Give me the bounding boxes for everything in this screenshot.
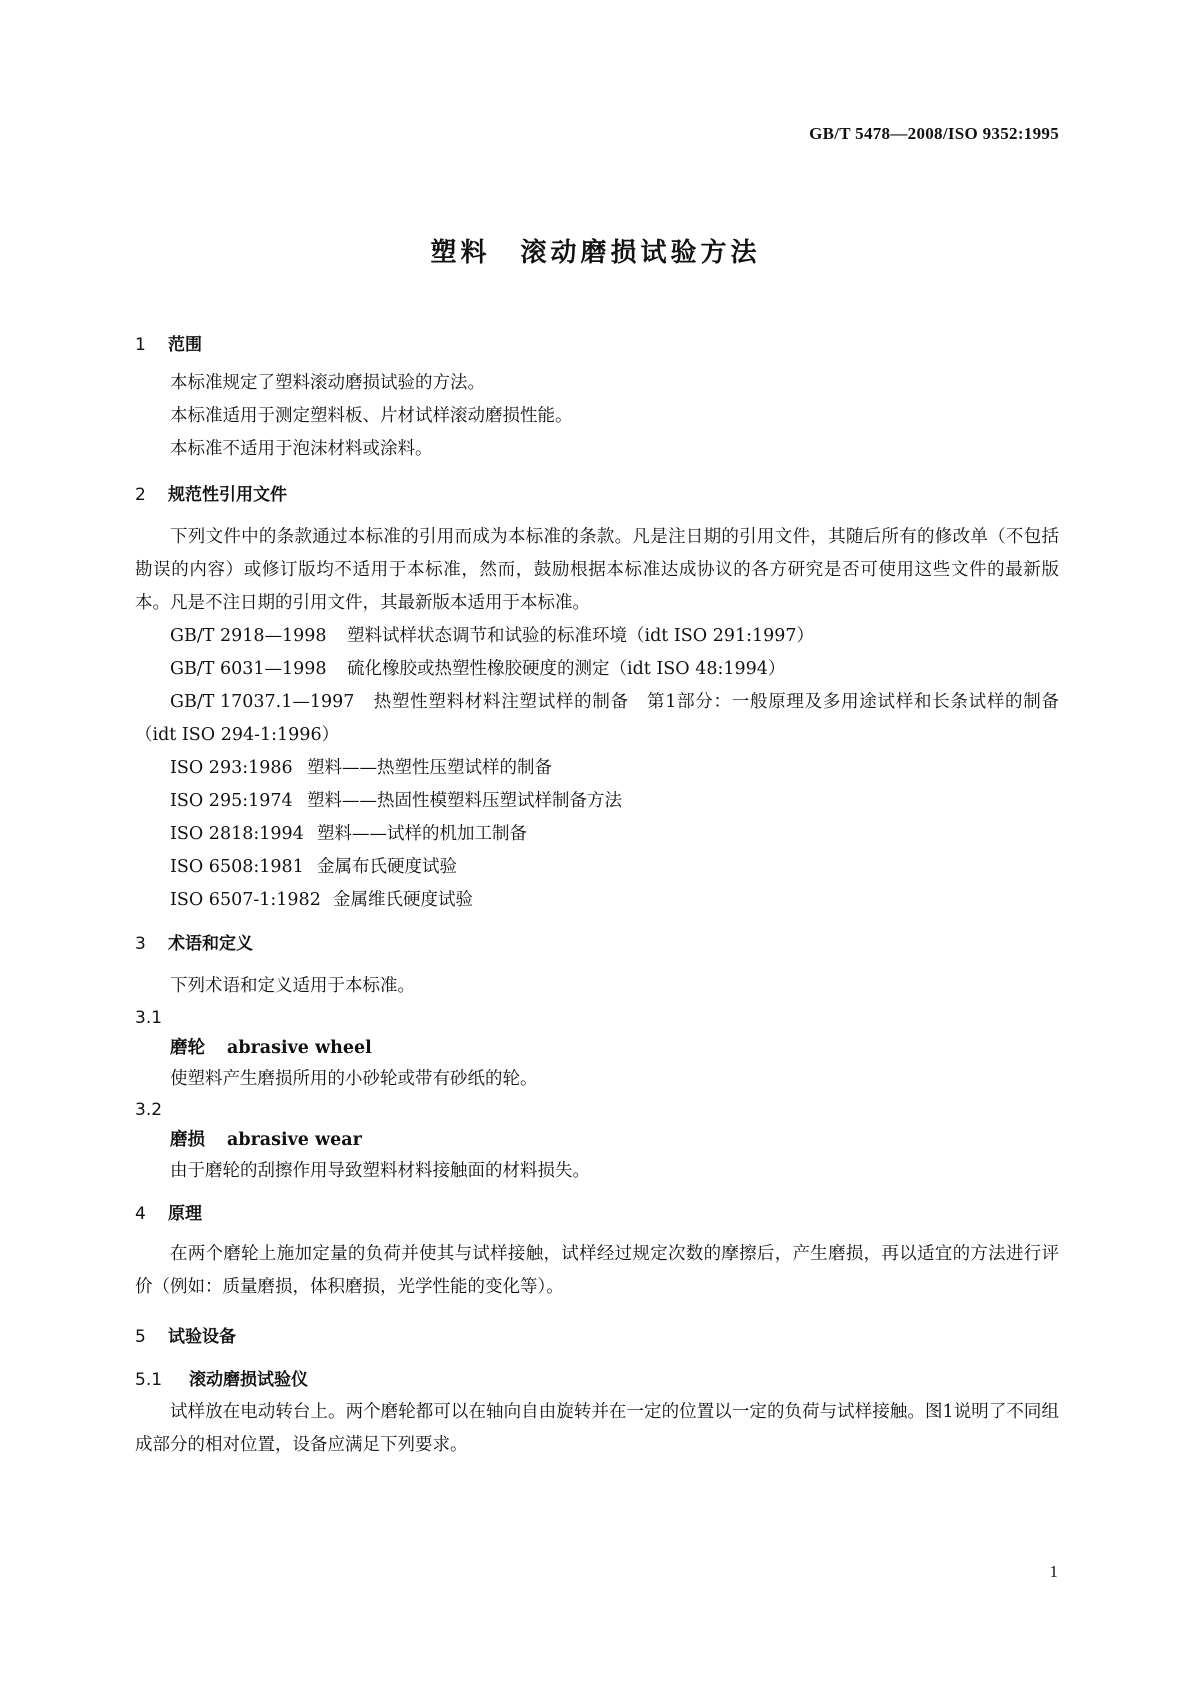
section-number: 5 <box>135 1327 146 1347</box>
reference-item <box>135 653 1059 686</box>
reference-item <box>135 752 1059 785</box>
section-heading-normative-references <box>135 480 1059 505</box>
page-number: 1 <box>1049 1562 1058 1581</box>
reference-code: ISO 6508:1981 <box>170 857 304 877</box>
standard-code: GB/T 5478—2008/ISO 9352:1995 <box>809 124 1059 143</box>
term-zh: 磨损 <box>170 1130 205 1150</box>
reference-code: GB/T 6031—1998 <box>170 659 327 679</box>
term-number: 3.2 <box>135 1100 163 1120</box>
reference-code: GB/T 17037.1—1997 <box>170 692 355 712</box>
term-definition: 使塑料产生磨损所用的小砂轮或带有砂纸的轮。 <box>170 1069 538 1089</box>
section-title: 试验设备 <box>168 1327 236 1347</box>
document-body <box>135 330 1059 1462</box>
section-heading-apparatus <box>135 1322 1059 1347</box>
section-number: 4 <box>135 1204 146 1224</box>
reference-item <box>135 686 1059 752</box>
section-heading-terms <box>135 929 1059 954</box>
reference-code: ISO 295:1974 <box>170 791 293 811</box>
term-heading <box>135 1033 1059 1063</box>
reference-item <box>135 818 1059 851</box>
reference-title: 硫化橡胶或热塑性橡胶硬度的测定（idt ISO 48:1994） <box>347 659 786 679</box>
term-heading <box>135 1125 1059 1155</box>
references-intro: 下列文件中的条款通过本标准的引用而成为本标准的条款。凡是注日期的引用文件，其随后所有的修改单（不包括勘误的内容）或修订版均不适用于本标准，然而，鼓励根据本标准达成协议的各方研究是否可使用这些文件的最新版本。凡是不注日期的引用文件，其最新版本适用于本标准。 <box>135 527 1059 613</box>
reference-code: ISO 6507-1:1982 <box>170 890 321 910</box>
term-zh: 磨轮 <box>170 1038 205 1058</box>
section-title: 范围 <box>168 335 202 355</box>
scope-para-2: 本标准适用于测定塑料板、片材试样滚动磨损性能。 <box>170 406 573 426</box>
subsection-heading-taber-abraser <box>135 1365 1059 1390</box>
reference-title: 金属维氏硬度试验 <box>333 890 473 910</box>
subsection-title: 滚动磨损试验仪 <box>189 1370 308 1390</box>
term-en: abrasive wheel <box>227 1038 372 1058</box>
apparatus-para: 试样放在电动转台上。两个磨轮都可以在轴向自由旋转并在一定的位置以一定的负荷与试样接触。图1说明了不同组成部分的相对位置，设备应满足下列要求。 <box>135 1402 1059 1455</box>
reference-title: 塑料——热固性模塑料压塑试样制备方法 <box>307 791 622 811</box>
reference-code: ISO 293:1986 <box>170 758 293 778</box>
reference-item <box>135 620 1059 653</box>
reference-code: ISO 2818:1994 <box>170 824 304 844</box>
reference-item <box>135 785 1059 818</box>
section-heading-principle <box>135 1199 1059 1224</box>
reference-item <box>135 884 1059 917</box>
term-number: 3.1 <box>135 1008 163 1028</box>
term-en: abrasive wear <box>227 1130 362 1150</box>
terms-intro: 下列术语和定义适用于本标准。 <box>170 976 415 996</box>
term-definition: 由于磨轮的刮擦作用导致塑料材料接触面的材料损失。 <box>170 1161 590 1181</box>
scope-para-1: 本标准规定了塑料滚动磨损试验的方法。 <box>170 373 485 393</box>
section-number: 3 <box>135 934 146 954</box>
reference-item <box>135 851 1059 884</box>
reference-title: 塑料——试样的机加工制备 <box>317 824 527 844</box>
section-title: 术语和定义 <box>168 934 253 954</box>
reference-title: 塑料试样状态调节和试验的标准环境（idt ISO 291:1997） <box>347 626 815 646</box>
reference-code: GB/T 2918—1998 <box>170 626 327 646</box>
reference-title: 热塑性塑料材料注塑试样的制备 第1部分：一般原理及多用途试样和长条试样的制备（idt ISO 294-1:1996） <box>135 692 1059 745</box>
reference-title: 金属布氏硬度试验 <box>317 857 457 877</box>
section-number: 2 <box>135 485 146 505</box>
principle-para: 在两个磨轮上施加定量的负荷并使其与试样接触，试样经过规定次数的摩擦后，产生磨损，再以适宜的方法进行评价（例如：质量磨损，体积磨损，光学性能的变化等）。 <box>135 1244 1059 1297</box>
document-title: 塑料 滚动磨损试验方法 <box>430 238 761 268</box>
section-number: 1 <box>135 335 146 355</box>
subsection-number: 5.1 <box>135 1370 163 1390</box>
section-title: 原理 <box>168 1204 202 1224</box>
reference-title: 塑料——热塑性压塑试样的制备 <box>307 758 552 778</box>
scope-para-3: 本标准不适用于泡沫材料或涂料。 <box>170 439 433 459</box>
section-heading-scope <box>135 330 1059 355</box>
section-title: 规范性引用文件 <box>168 485 287 505</box>
